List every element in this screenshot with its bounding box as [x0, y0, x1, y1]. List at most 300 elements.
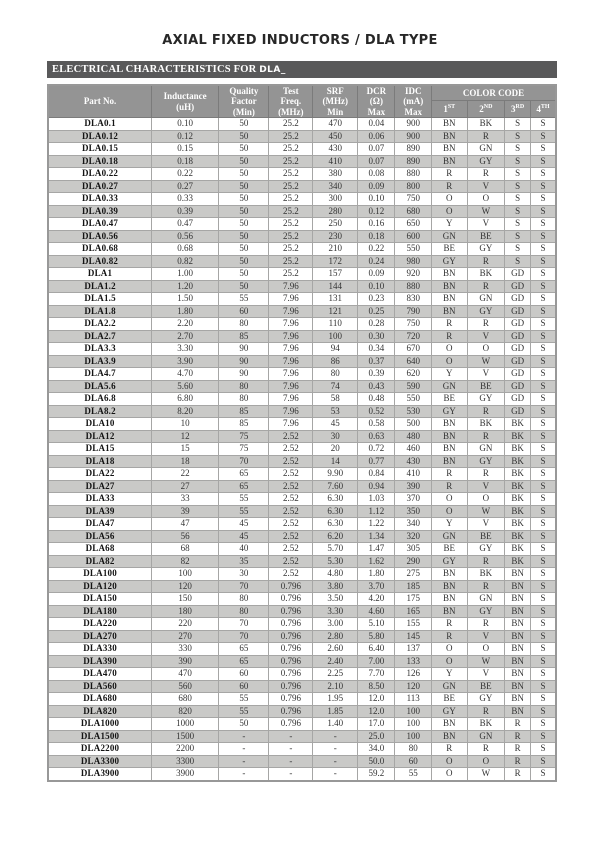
- cell-color-4th: S: [531, 143, 556, 156]
- cell-srf: 2.40: [313, 655, 358, 668]
- cell-color-1st: R: [432, 168, 468, 181]
- cell-idc: 640: [395, 355, 432, 368]
- cell-color-3rd: S: [505, 255, 531, 268]
- cell-color-1st: O: [432, 193, 468, 206]
- cell-inductance: 12: [152, 430, 219, 443]
- cell-part-no: DLA0.56: [48, 230, 152, 243]
- cell-color-1st: R: [432, 180, 468, 193]
- cell-part-no: DLA2.2: [48, 318, 152, 331]
- cell-color-1st: BN: [432, 143, 468, 156]
- cell-inductance: 100: [152, 568, 219, 581]
- cell-color-1st: O: [432, 205, 468, 218]
- cell-dcr: 0.23: [358, 293, 395, 306]
- cell-srf: 30: [313, 430, 358, 443]
- cell-srf: 340: [313, 180, 358, 193]
- cell-color-2nd: GN: [467, 443, 505, 456]
- cell-inductance: 6.80: [152, 393, 219, 406]
- cell-quality-factor: 70: [219, 618, 269, 631]
- cell-color-2nd: W: [467, 355, 505, 368]
- cell-inductance: 1.80: [152, 305, 219, 318]
- cell-idc: 290: [395, 555, 432, 568]
- cell-inductance: 2.70: [152, 330, 219, 343]
- cell-color-1st: BN: [432, 455, 468, 468]
- cell-dcr: 0.34: [358, 343, 395, 356]
- cell-test-freq: -: [269, 768, 313, 781]
- cell-dcr: 0.06: [358, 130, 395, 143]
- cell-color-1st: BE: [432, 693, 468, 706]
- cell-idc: 620: [395, 368, 432, 381]
- cell-inductance: 180: [152, 605, 219, 618]
- cell-inductance: 22: [152, 468, 219, 481]
- cell-color-3rd: S: [505, 218, 531, 231]
- cell-color-3rd: BN: [505, 680, 531, 693]
- cell-dcr: 4.20: [358, 593, 395, 606]
- cell-part-no: DLA100: [48, 568, 152, 581]
- cell-quality-factor: 70: [219, 580, 269, 593]
- cell-test-freq: 25.2: [269, 230, 313, 243]
- cell-color-4th: S: [531, 180, 556, 193]
- cell-color-3rd: BN: [505, 693, 531, 706]
- cell-test-freq: -: [269, 755, 313, 768]
- cell-idc: 100: [395, 718, 432, 731]
- cell-color-4th: S: [531, 518, 556, 531]
- cell-color-3rd: GD: [505, 330, 531, 343]
- cell-inductance: 3900: [152, 768, 219, 781]
- cell-dcr: 0.08: [358, 168, 395, 181]
- cell-inductance: 1.20: [152, 280, 219, 293]
- cell-color-2nd: W: [467, 768, 505, 781]
- cell-color-2nd: GY: [467, 693, 505, 706]
- cell-color-4th: S: [531, 743, 556, 756]
- cell-color-3rd: GD: [505, 368, 531, 381]
- electrical-characteristics-table: [47, 84, 557, 782]
- cell-quality-factor: -: [219, 743, 269, 756]
- cell-inductance: 560: [152, 680, 219, 693]
- cell-color-4th: S: [531, 605, 556, 618]
- cell-inductance: 3.90: [152, 355, 219, 368]
- cell-color-3rd: GD: [505, 280, 531, 293]
- cell-idc: 370: [395, 493, 432, 506]
- cell-srf: 1.95: [313, 693, 358, 706]
- cell-color-3rd: BK: [505, 430, 531, 443]
- cell-color-4th: S: [531, 530, 556, 543]
- cell-inductance: 1.50: [152, 293, 219, 306]
- cell-part-no: DLA56: [48, 530, 152, 543]
- cell-color-2nd: R: [467, 405, 505, 418]
- table-row: [48, 380, 556, 393]
- cell-idc: 155: [395, 618, 432, 631]
- cell-test-freq: 0.796: [269, 593, 313, 606]
- cell-color-4th: S: [531, 730, 556, 743]
- cell-color-1st: R: [432, 318, 468, 331]
- cell-dcr: 1.47: [358, 543, 395, 556]
- cell-srf: 58: [313, 393, 358, 406]
- cell-color-3rd: R: [505, 755, 531, 768]
- cell-inductance: 0.10: [152, 118, 219, 131]
- cell-dcr: 0.84: [358, 468, 395, 481]
- table-row: [48, 543, 556, 556]
- col-header-color-3rd: 3RD: [505, 100, 531, 118]
- cell-inductance: 27: [152, 480, 219, 493]
- cell-part-no: DLA10: [48, 418, 152, 431]
- cell-test-freq: 2.52: [269, 480, 313, 493]
- cell-dcr: 0.58: [358, 418, 395, 431]
- table-row: [48, 768, 556, 781]
- cell-color-3rd: BN: [505, 580, 531, 593]
- cell-color-2nd: R: [467, 705, 505, 718]
- cell-color-2nd: R: [467, 618, 505, 631]
- table-row: [48, 168, 556, 181]
- cell-test-freq: 0.796: [269, 668, 313, 681]
- cell-inductance: 0.82: [152, 255, 219, 268]
- cell-color-4th: S: [531, 230, 556, 243]
- cell-idc: 145: [395, 630, 432, 643]
- cell-part-no: DLA0.27: [48, 180, 152, 193]
- cell-srf: 410: [313, 155, 358, 168]
- cell-part-no: DLA22: [48, 468, 152, 481]
- cell-part-no: DLA33: [48, 493, 152, 506]
- cell-color-3rd: R: [505, 730, 531, 743]
- cell-idc: 880: [395, 168, 432, 181]
- cell-test-freq: 0.796: [269, 718, 313, 731]
- cell-dcr: 0.28: [358, 318, 395, 331]
- cell-idc: 680: [395, 205, 432, 218]
- cell-dcr: 8.50: [358, 680, 395, 693]
- cell-test-freq: 2.52: [269, 468, 313, 481]
- cell-srf: 280: [313, 205, 358, 218]
- cell-color-2nd: R: [467, 318, 505, 331]
- cell-quality-factor: 50: [219, 205, 269, 218]
- cell-idc: 410: [395, 468, 432, 481]
- cell-color-1st: GN: [432, 680, 468, 693]
- cell-color-3rd: BK: [505, 555, 531, 568]
- cell-quality-factor: 90: [219, 343, 269, 356]
- table-row: [48, 218, 556, 231]
- cell-srf: 6.20: [313, 530, 358, 543]
- cell-test-freq: 25.2: [269, 255, 313, 268]
- cell-quality-factor: 60: [219, 680, 269, 693]
- cell-srf: 157: [313, 268, 358, 281]
- cell-inductance: 47: [152, 518, 219, 531]
- cell-test-freq: 7.96: [269, 355, 313, 368]
- cell-idc: 550: [395, 243, 432, 256]
- cell-color-4th: S: [531, 118, 556, 131]
- cell-color-3rd: BK: [505, 443, 531, 456]
- cell-quality-factor: -: [219, 755, 269, 768]
- cell-color-1st: GY: [432, 705, 468, 718]
- cell-color-4th: S: [531, 343, 556, 356]
- cell-dcr: 5.10: [358, 618, 395, 631]
- cell-part-no: DLA5.6: [48, 380, 152, 393]
- cell-color-2nd: V: [467, 330, 505, 343]
- cell-dcr: 0.16: [358, 218, 395, 231]
- cell-color-4th: S: [531, 318, 556, 331]
- cell-dcr: 0.63: [358, 430, 395, 443]
- col-header-color-code: COLOR CODE: [432, 85, 557, 100]
- cell-color-4th: S: [531, 393, 556, 406]
- cell-dcr: 0.39: [358, 368, 395, 381]
- table-row: [48, 505, 556, 518]
- table-row: [48, 330, 556, 343]
- cell-inductance: 680: [152, 693, 219, 706]
- cell-inductance: 120: [152, 580, 219, 593]
- cell-color-4th: S: [531, 618, 556, 631]
- cell-color-1st: GN: [432, 230, 468, 243]
- table-row: [48, 305, 556, 318]
- table-row: [48, 418, 556, 431]
- cell-dcr: 1.03: [358, 493, 395, 506]
- cell-color-2nd: GY: [467, 305, 505, 318]
- cell-idc: 830: [395, 293, 432, 306]
- cell-color-2nd: R: [467, 130, 505, 143]
- cell-quality-factor: 75: [219, 430, 269, 443]
- cell-color-4th: S: [531, 305, 556, 318]
- table-row: [48, 743, 556, 756]
- cell-quality-factor: 55: [219, 705, 269, 718]
- cell-color-2nd: R: [467, 555, 505, 568]
- cell-color-4th: S: [531, 193, 556, 206]
- cell-srf: 9.90: [313, 468, 358, 481]
- cell-dcr: 0.52: [358, 405, 395, 418]
- cell-quality-factor: 50: [219, 255, 269, 268]
- cell-part-no: DLA1.5: [48, 293, 152, 306]
- cell-part-no: DLA0.82: [48, 255, 152, 268]
- cell-color-1st: GY: [432, 405, 468, 418]
- cell-dcr: 0.07: [358, 143, 395, 156]
- cell-part-no: DLA1.2: [48, 280, 152, 293]
- cell-color-3rd: R: [505, 743, 531, 756]
- cell-test-freq: 0.796: [269, 643, 313, 656]
- cell-test-freq: 7.96: [269, 418, 313, 431]
- cell-color-4th: S: [531, 443, 556, 456]
- cell-color-4th: S: [531, 643, 556, 656]
- cell-color-4th: S: [531, 205, 556, 218]
- cell-inductance: 0.12: [152, 130, 219, 143]
- cell-quality-factor: 55: [219, 293, 269, 306]
- cell-color-1st: GY: [432, 255, 468, 268]
- cell-color-1st: BN: [432, 130, 468, 143]
- cell-idc: 390: [395, 480, 432, 493]
- cell-idc: 80: [395, 743, 432, 756]
- cell-color-4th: S: [531, 268, 556, 281]
- cell-color-2nd: R: [467, 430, 505, 443]
- cell-test-freq: 7.96: [269, 343, 313, 356]
- cell-test-freq: 7.96: [269, 330, 313, 343]
- cell-color-1st: BE: [432, 393, 468, 406]
- table-row: [48, 368, 556, 381]
- cell-quality-factor: 50: [219, 143, 269, 156]
- cell-color-2nd: R: [467, 468, 505, 481]
- cell-color-2nd: GY: [467, 243, 505, 256]
- cell-part-no: DLA330: [48, 643, 152, 656]
- cell-quality-factor: 55: [219, 505, 269, 518]
- cell-part-no: DLA3.9: [48, 355, 152, 368]
- cell-dcr: 1.34: [358, 530, 395, 543]
- cell-inductance: 1.00: [152, 268, 219, 281]
- cell-srf: 1.85: [313, 705, 358, 718]
- cell-inductance: 1500: [152, 730, 219, 743]
- cell-color-4th: S: [531, 430, 556, 443]
- cell-srf: 2.25: [313, 668, 358, 681]
- cell-color-3rd: BN: [505, 655, 531, 668]
- cell-idc: 900: [395, 130, 432, 143]
- table-row: [48, 255, 556, 268]
- cell-idc: 900: [395, 118, 432, 131]
- cell-color-2nd: BK: [467, 418, 505, 431]
- cell-part-no: DLA0.47: [48, 218, 152, 231]
- cell-color-1st: BN: [432, 605, 468, 618]
- cell-inductance: 5.60: [152, 380, 219, 393]
- cell-idc: 920: [395, 268, 432, 281]
- cell-idc: 60: [395, 755, 432, 768]
- cell-srf: 110: [313, 318, 358, 331]
- cell-srf: 1.40: [313, 718, 358, 731]
- table-row: [48, 293, 556, 306]
- cell-idc: 100: [395, 730, 432, 743]
- cell-idc: 120: [395, 680, 432, 693]
- cell-quality-factor: 50: [219, 168, 269, 181]
- cell-srf: 2.60: [313, 643, 358, 656]
- cell-test-freq: 7.96: [269, 305, 313, 318]
- cell-color-1st: O: [432, 768, 468, 781]
- cell-quality-factor: 65: [219, 643, 269, 656]
- table-row: [48, 493, 556, 506]
- table-row: [48, 643, 556, 656]
- cell-color-3rd: S: [505, 143, 531, 156]
- cell-idc: 350: [395, 505, 432, 518]
- cell-inductance: 0.18: [152, 155, 219, 168]
- cell-inductance: 270: [152, 630, 219, 643]
- cell-quality-factor: 50: [219, 180, 269, 193]
- cell-idc: 137: [395, 643, 432, 656]
- cell-dcr: 25.0: [358, 730, 395, 743]
- table-row: [48, 443, 556, 456]
- cell-test-freq: 25.2: [269, 243, 313, 256]
- cell-dcr: 12.0: [358, 693, 395, 706]
- cell-color-3rd: S: [505, 118, 531, 131]
- cell-idc: 980: [395, 255, 432, 268]
- cell-color-2nd: GN: [467, 730, 505, 743]
- cell-color-3rd: GD: [505, 305, 531, 318]
- cell-color-3rd: S: [505, 130, 531, 143]
- cell-dcr: 5.80: [358, 630, 395, 643]
- cell-srf: 86: [313, 355, 358, 368]
- cell-part-no: DLA0.22: [48, 168, 152, 181]
- cell-color-4th: S: [531, 368, 556, 381]
- cell-color-3rd: R: [505, 718, 531, 731]
- cell-srf: -: [313, 768, 358, 781]
- table-row: [48, 730, 556, 743]
- cell-idc: 750: [395, 193, 432, 206]
- table-row: [48, 555, 556, 568]
- col-header-quality-factor: Quality Factor (Min): [219, 85, 269, 118]
- cell-color-3rd: BK: [505, 418, 531, 431]
- cell-part-no: DLA15: [48, 443, 152, 456]
- cell-color-3rd: BN: [505, 605, 531, 618]
- cell-color-2nd: V: [467, 630, 505, 643]
- cell-color-2nd: GN: [467, 293, 505, 306]
- cell-test-freq: 2.52: [269, 530, 313, 543]
- cell-color-1st: Y: [432, 218, 468, 231]
- cell-dcr: 0.04: [358, 118, 395, 131]
- cell-inductance: 2200: [152, 743, 219, 756]
- cell-color-3rd: GD: [505, 268, 531, 281]
- cell-part-no: DLA3300: [48, 755, 152, 768]
- table-row: [48, 718, 556, 731]
- table-row: [48, 518, 556, 531]
- cell-srf: 250: [313, 218, 358, 231]
- cell-test-freq: 2.52: [269, 455, 313, 468]
- col-header-part-no: Part No.: [48, 85, 152, 118]
- cell-part-no: DLA1.8: [48, 305, 152, 318]
- cell-test-freq: 25.2: [269, 193, 313, 206]
- cell-srf: 74: [313, 380, 358, 393]
- cell-color-4th: S: [531, 493, 556, 506]
- cell-idc: 500: [395, 418, 432, 431]
- cell-color-2nd: BK: [467, 118, 505, 131]
- cell-srf: 2.10: [313, 680, 358, 693]
- cell-dcr: 4.60: [358, 605, 395, 618]
- cell-inductance: 18: [152, 455, 219, 468]
- cell-part-no: DLA0.1: [48, 118, 152, 131]
- cell-color-4th: S: [531, 705, 556, 718]
- table-row: [48, 180, 556, 193]
- col-header-idc: IDC (mA) Max: [395, 85, 432, 118]
- table-row: [48, 455, 556, 468]
- cell-srf: 53: [313, 405, 358, 418]
- cell-quality-factor: 90: [219, 355, 269, 368]
- cell-test-freq: 25.2: [269, 205, 313, 218]
- cell-color-2nd: BE: [467, 380, 505, 393]
- cell-srf: 3.80: [313, 580, 358, 593]
- cell-dcr: 0.09: [358, 180, 395, 193]
- cell-quality-factor: 80: [219, 318, 269, 331]
- cell-color-4th: S: [531, 280, 556, 293]
- cell-part-no: DLA2200: [48, 743, 152, 756]
- col-header-color-1st: 1ST: [432, 100, 468, 118]
- cell-dcr: 34.0: [358, 743, 395, 756]
- cell-quality-factor: 50: [219, 230, 269, 243]
- cell-color-2nd: O: [467, 343, 505, 356]
- cell-quality-factor: 60: [219, 668, 269, 681]
- cell-color-3rd: GD: [505, 343, 531, 356]
- cell-color-4th: S: [531, 668, 556, 681]
- cell-quality-factor: 65: [219, 468, 269, 481]
- table-row: [48, 593, 556, 606]
- cell-srf: 470: [313, 118, 358, 131]
- cell-quality-factor: 50: [219, 130, 269, 143]
- table-row: [48, 405, 556, 418]
- cell-color-3rd: GD: [505, 293, 531, 306]
- cell-part-no: DLA0.15: [48, 143, 152, 156]
- cell-srf: 172: [313, 255, 358, 268]
- cell-color-2nd: GN: [467, 143, 505, 156]
- cell-part-no: DLA120: [48, 580, 152, 593]
- cell-color-1st: O: [432, 655, 468, 668]
- cell-color-4th: S: [531, 355, 556, 368]
- cell-part-no: DLA4.7: [48, 368, 152, 381]
- cell-srf: 6.30: [313, 518, 358, 531]
- table-row: [48, 530, 556, 543]
- cell-inductance: 33: [152, 493, 219, 506]
- cell-quality-factor: 75: [219, 443, 269, 456]
- cell-color-2nd: GY: [467, 393, 505, 406]
- cell-part-no: DLA0.39: [48, 205, 152, 218]
- cell-color-4th: S: [531, 130, 556, 143]
- cell-quality-factor: 50: [219, 118, 269, 131]
- cell-color-1st: BN: [432, 730, 468, 743]
- cell-color-1st: BE: [432, 243, 468, 256]
